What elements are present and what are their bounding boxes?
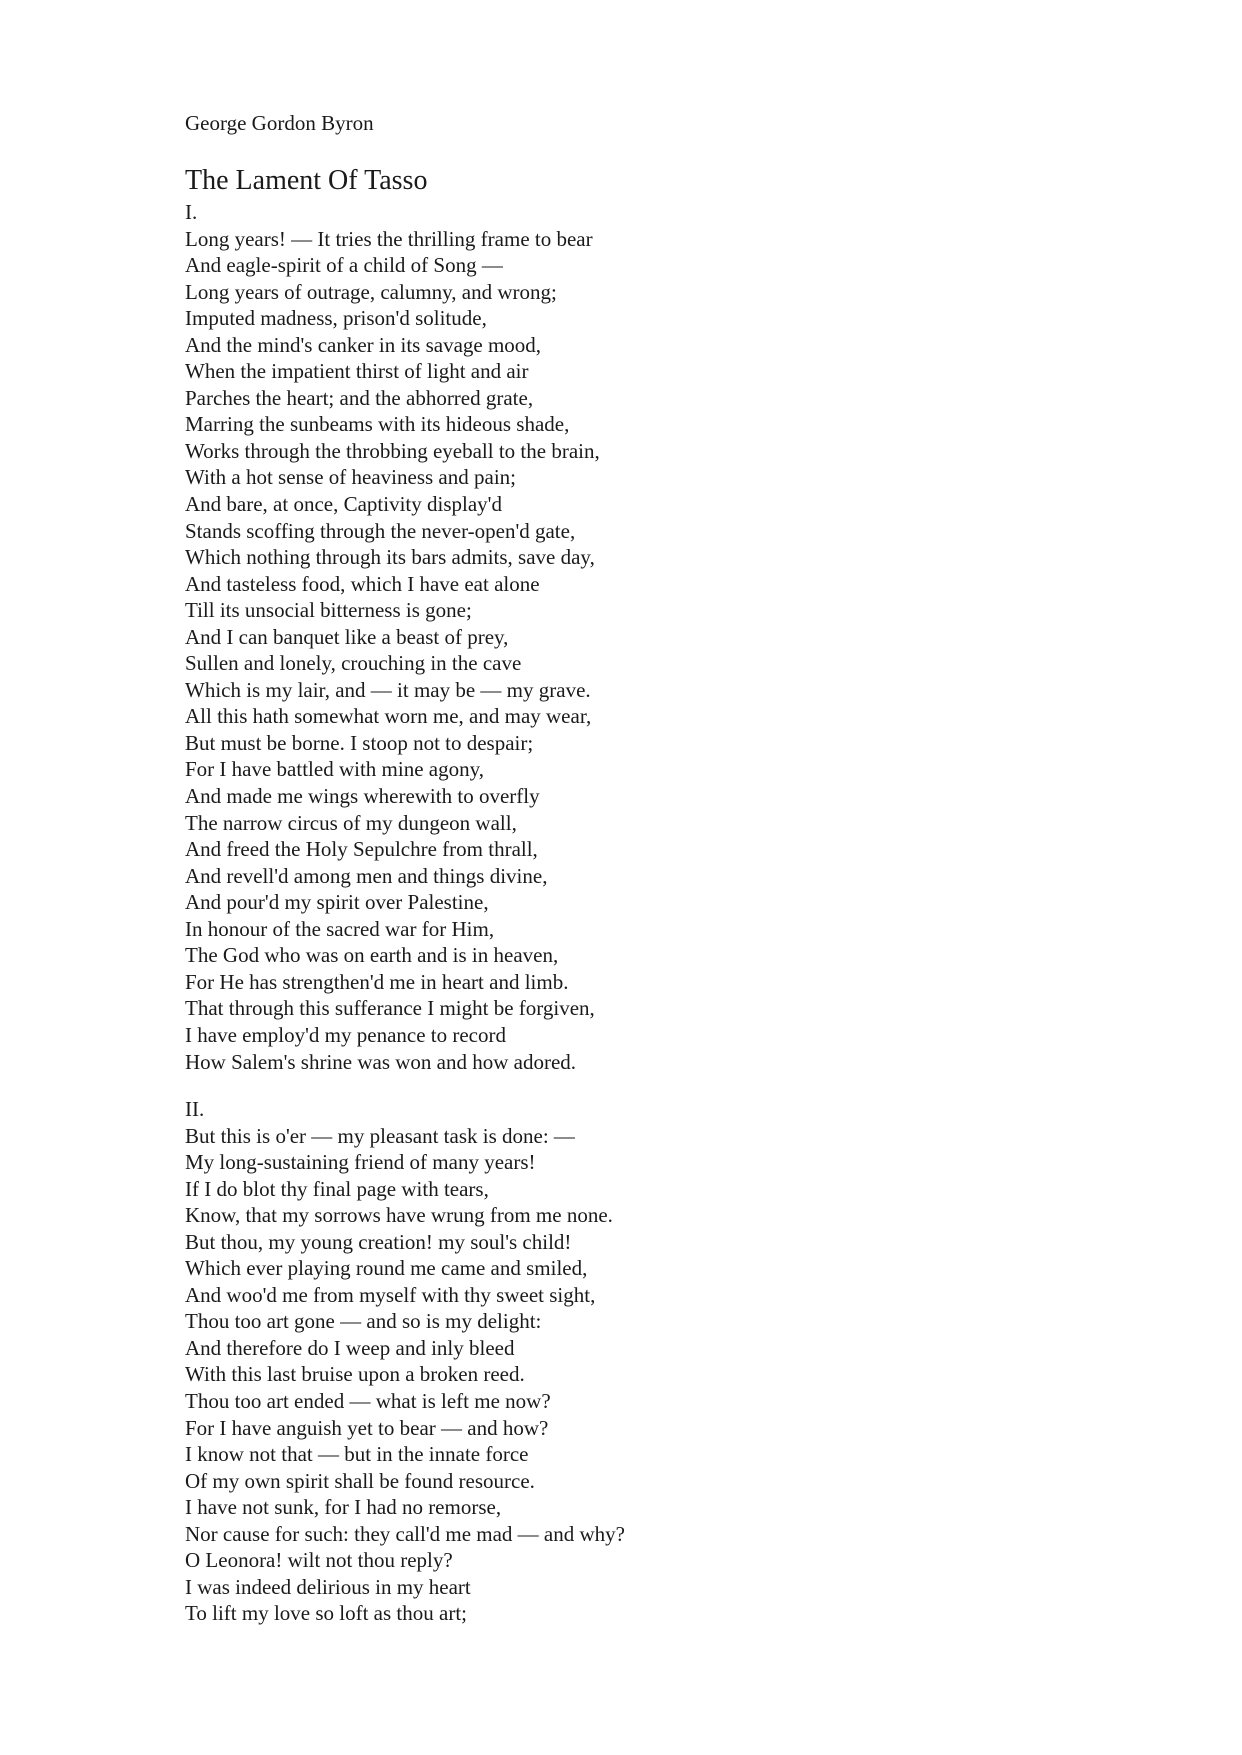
poem-line: I was indeed delirious in my heart <box>185 1574 471 1599</box>
poem-line: I know not that — but in the innate force <box>185 1442 529 1467</box>
poem-line: But must be borne. I stoop not to despair; <box>185 730 534 755</box>
poem-line: And woo'd me from myself with thy sweet sight, <box>185 1282 596 1307</box>
poem-line: With a hot sense of heaviness and pain; <box>185 465 516 490</box>
poem-line: But thou, my young creation! my soul's child! <box>185 1229 572 1254</box>
section-numeral: II. <box>185 1097 205 1121</box>
poem-line: Long years! — It tries the thrilling frame to bear <box>185 226 593 251</box>
poem-line: And bare, at once, Captivity display'd <box>185 492 502 517</box>
poem-line: Know, that my sorrows have wrung from me none. <box>185 1203 613 1228</box>
poem-line: Which is my lair, and — it may be — my grave. <box>185 677 591 702</box>
poem-line: And tasteless food, which I have eat alone <box>185 571 540 596</box>
poem-line: With this last bruise upon a broken reed. <box>185 1362 525 1387</box>
poem-line: Thou too art ended — what is left me now? <box>185 1389 551 1414</box>
poem-line: Parches the heart; and the abhorred grate, <box>185 385 534 410</box>
poem-line: My long-sustaining friend of many years! <box>185 1150 536 1175</box>
section-numeral: I. <box>185 200 198 224</box>
poem-line: Marring the sunbeams with its hideous shade, <box>185 412 570 437</box>
author-name: George Gordon Byron <box>185 111 374 135</box>
poem-section-2 <box>185 1096 625 1627</box>
poem-line: Till its unsocial bitterness is gone; <box>185 598 472 623</box>
poem-line: And freed the Holy Sepulchre from thrall, <box>185 837 538 862</box>
poem-line: But this is o'er — my pleasant task is done: — <box>185 1123 575 1148</box>
poem-line: Long years of outrage, calumny, and wrong; <box>185 279 557 304</box>
poem-section-1 <box>185 199 600 1075</box>
poem-line: The narrow circus of my dungeon wall, <box>185 810 517 835</box>
poem-line: That through this sufferance I might be forgiven, <box>185 996 595 1021</box>
poem-line: Imputed madness, prison'd solitude, <box>185 306 487 331</box>
poem-line: Of my own spirit shall be found resource. <box>185 1468 535 1493</box>
poem-line: And the mind's canker in its savage mood, <box>185 332 542 357</box>
poem-line: And revell'd among men and things divine, <box>185 863 548 888</box>
poem-line: And therefore do I weep and inly bleed <box>185 1335 515 1360</box>
poem-line: Nor cause for such: they call'd me mad — and why? <box>185 1521 625 1546</box>
poem-line: Which nothing through its bars admits, save day, <box>185 545 595 570</box>
poem-line: How Salem's shrine was won and how adored. <box>185 1049 577 1074</box>
poem-line: Thou too art gone — and so is my delight: <box>185 1309 542 1334</box>
poem-line: And eagle-spirit of a child of Song — <box>185 253 503 278</box>
poem-title: The Lament Of Tasso <box>185 165 428 196</box>
poem-line: For I have battled with mine agony, <box>185 757 484 782</box>
poem-line: Which ever playing round me came and smiled, <box>185 1256 588 1281</box>
poem-line: O Leonora! wilt not thou reply? <box>185 1548 453 1573</box>
poem-line: Sullen and lonely, crouching in the cave <box>185 651 522 676</box>
poem-line: I have employ'd my penance to record <box>185 1022 506 1047</box>
poem-line: The God who was on earth and is in heaven, <box>185 943 559 968</box>
poem-line: And made me wings wherewith to overfly <box>185 784 540 809</box>
poem-line: In honour of the sacred war for Him, <box>185 916 495 941</box>
poem-line: All this hath somewhat worn me, and may wear, <box>185 704 592 729</box>
poem-line: When the impatient thirst of light and air <box>185 359 529 384</box>
poem-line: Works through the throbbing eyeball to the brain, <box>185 438 600 463</box>
poem-line: For He has strengthen'd me in heart and limb. <box>185 969 569 994</box>
poem-line: To lift my love so loft as thou art; <box>185 1601 467 1626</box>
poem-line: I have not sunk, for I had no remorse, <box>185 1495 502 1520</box>
poem-line: Stands scoffing through the never-open'd gate, <box>185 518 576 543</box>
poem-line: For I have anguish yet to bear — and how? <box>185 1415 549 1440</box>
poem-line: If I do blot thy final page with tears, <box>185 1176 489 1201</box>
poem-line: And I can banquet like a beast of prey, <box>185 624 509 649</box>
poem-line: And pour'd my spirit over Palestine, <box>185 890 489 915</box>
